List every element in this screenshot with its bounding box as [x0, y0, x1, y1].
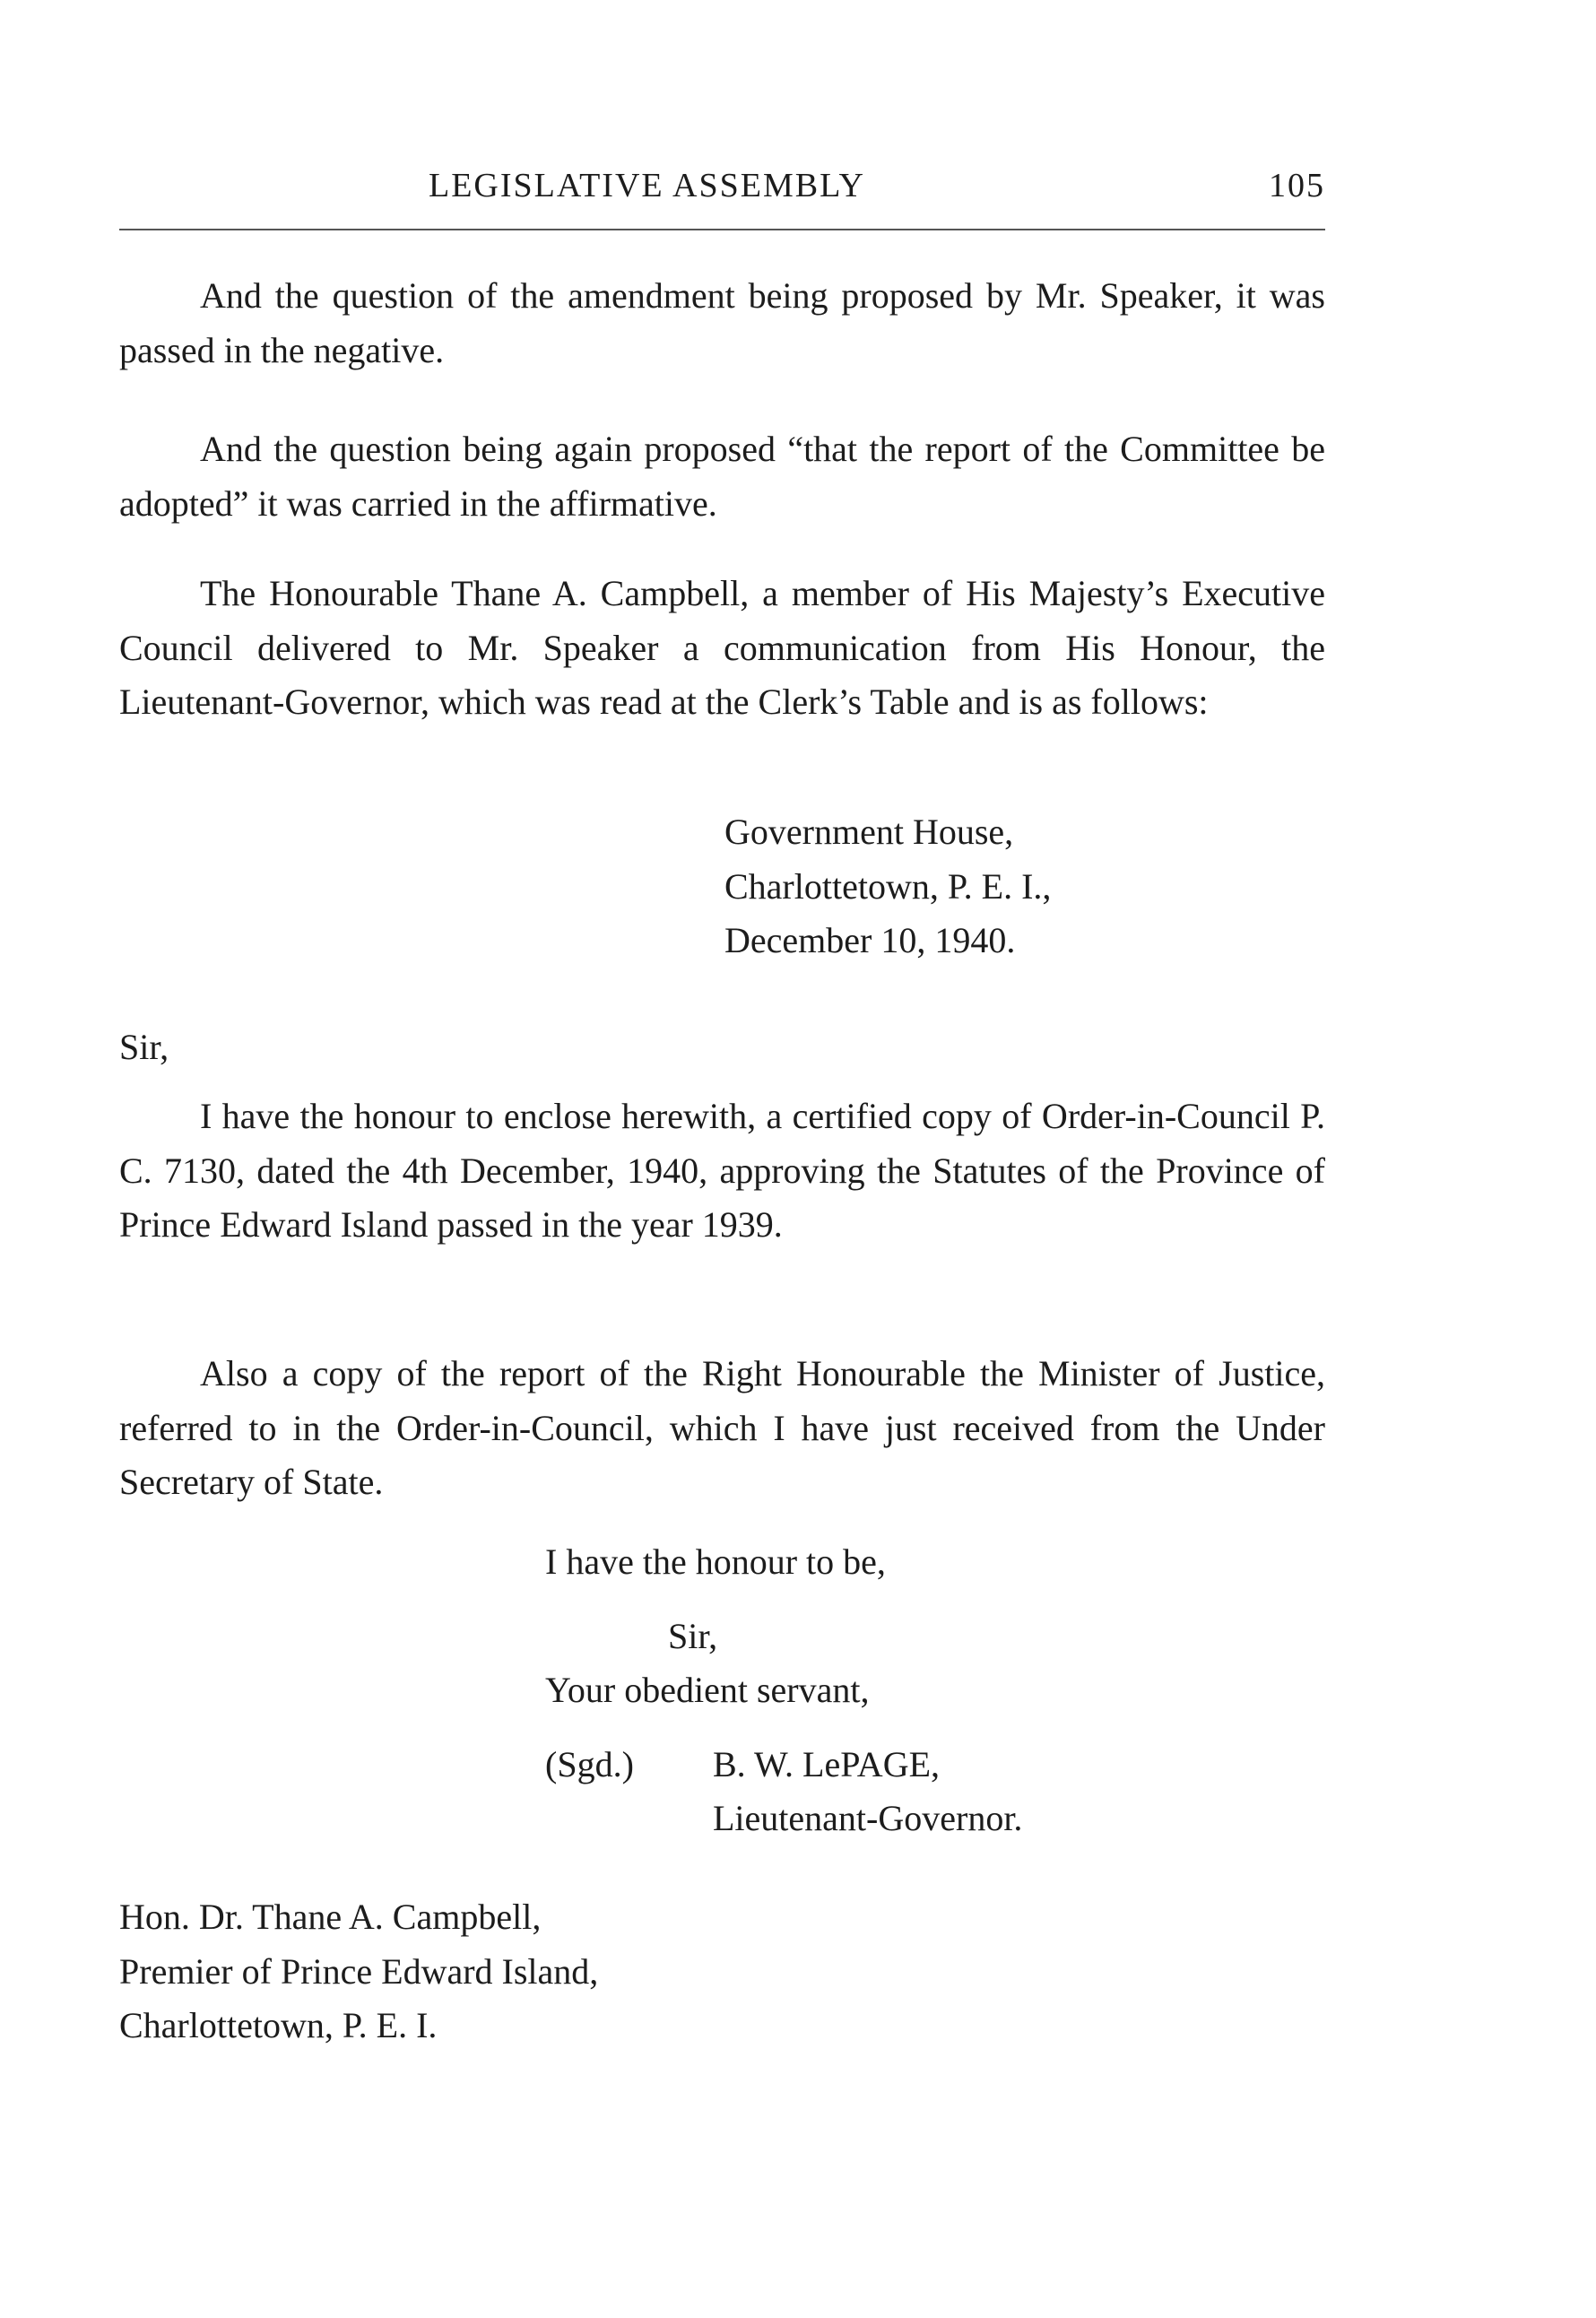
signature-sgd: (Sgd.) [545, 1744, 634, 1784]
letter-salutation: Sir, [119, 1027, 169, 1067]
paragraph-report-adopted-text: And the question being again proposed “that the report of the Committee be adopted” it was carried in the affirmative. [119, 429, 1325, 524]
closing-line-sir: Sir, [668, 1616, 718, 1656]
paragraph-amendment [119, 269, 1325, 378]
page-number: 105 [1269, 167, 1325, 204]
closing-line-servant: Your obedient servant, [545, 1670, 870, 1710]
paragraph-amendment-text: And the question of the amendment being proposed by Mr. Speaker, it was passed in the negative. [119, 275, 1325, 370]
header-rule [119, 229, 1325, 230]
recipient-line: Charlottetown, P. E. I. [119, 2005, 438, 2045]
address-line: Government House, [724, 812, 1014, 852]
letter-body-enclosure-text: I have the honour to enclose herewith, a certified copy of Order-in-Council P. C. 7130, dated the 4th December, 1940, approving the Statutes of the Province of Prince Edward Island passed in the year 1939. [119, 1096, 1325, 1245]
recipient-line: Hon. Dr. Thane A. Campbell, [119, 1897, 542, 1937]
address-line: Charlottetown, P. E. I., [724, 865, 1052, 907]
closing-line-honour: I have the honour to be, [545, 1541, 886, 1582]
letter-body-report [119, 1347, 1325, 1510]
letter-body-report-text: Also a copy of the report of the Right Honourable the Minister of Justice, referred to in the Order-in-Council, which I have just received from the Under Secretary of State. [119, 1353, 1325, 1502]
signer-title: Lieutenant-Governor. [713, 1798, 1023, 1838]
page-header [119, 166, 1325, 220]
recipient-line: Premier of Prince Edward Island, [119, 1950, 599, 1992]
address-line: December 10, 1940. [724, 920, 1016, 960]
paragraph-report-adopted [119, 422, 1325, 531]
paragraph-communication-text: The Honourable Thane A. Campbell, a member of His Majesty’s Executive Council delivered to Mr. Speaker a communication from His Honour, the Lieutenant-Governor, which was read at the Clerk’s Table and is as follows: [119, 573, 1325, 722]
signer-name: B. W. LePAGE, [713, 1744, 941, 1784]
running-title: LEGISLATIVE ASSEMBLY [429, 167, 865, 204]
paragraph-communication [119, 567, 1325, 730]
letter-body-enclosure [119, 1090, 1325, 1253]
letter-address [724, 805, 1051, 968]
letter-recipient [119, 1890, 598, 2053]
